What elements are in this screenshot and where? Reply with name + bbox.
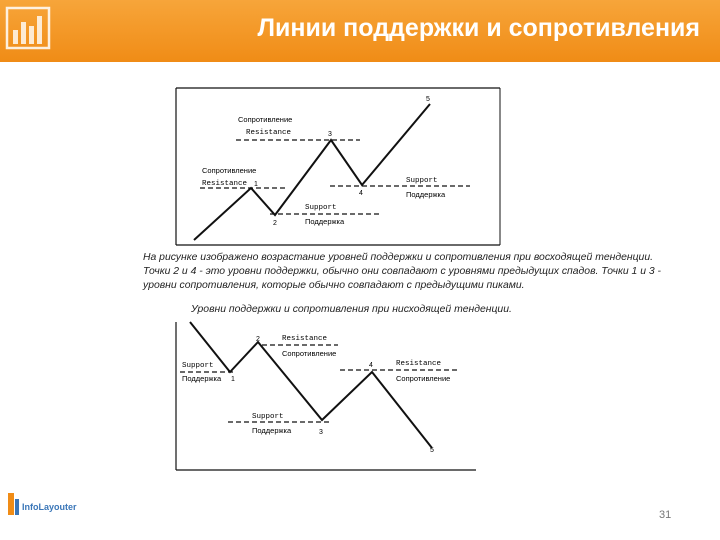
point-b4: 4: [369, 362, 373, 369]
point-5: 5: [426, 96, 430, 103]
label-resistance-en-right: Resistance: [396, 360, 442, 368]
label-support-ru-right: Поддержка: [406, 190, 446, 199]
point-3: 3: [328, 131, 332, 138]
slide-title: Линии поддержки и сопротивления: [257, 14, 700, 42]
label-resistance-ru-upper: Сопротивление: [238, 115, 293, 124]
point-b5: 5: [430, 447, 434, 454]
label-support-ru-left: Поддержка: [182, 374, 222, 383]
label-support-ru-low-bottom: Поддержка: [252, 426, 292, 435]
label-resistance-ru-lower: Сопротивление: [202, 166, 257, 175]
label-resistance-ru-left: Сопротивление: [282, 349, 337, 358]
point-1: 1: [254, 181, 258, 188]
label-support-en-low: Support: [305, 204, 337, 212]
label-resistance-en-upper: Resistance: [246, 129, 292, 137]
logo-bar-icon: [8, 493, 14, 515]
point-4: 4: [359, 190, 363, 197]
label-resistance-en-left: Resistance: [282, 335, 328, 343]
caption-uptrend: На рисунке изображено возрастание уровней поддержки и сопротивления при восходящей тенденции. Точки 2 и 4 - это уровни поддержки, обычно они совпадают с уровнями предыдущих спадов. Точки 1 и 3 - уровни сопротивления, которые обычно совпадают с предыдущими пиками.: [143, 252, 661, 291]
brand-name: InfoLayouter: [22, 502, 77, 512]
label-support-ru-low: Поддержка: [305, 217, 345, 226]
point-b2: 2: [256, 336, 260, 343]
label-resistance-ru-right: Сопротивление: [396, 374, 451, 383]
point-b1: 1: [231, 376, 235, 383]
label-support-en-low-bottom: Support: [252, 413, 284, 421]
caption-downtrend: Уровни поддержки и сопротивления при нисходящей тенденции.: [191, 304, 512, 315]
label-support-en-right: Support: [406, 177, 438, 185]
brand-logo: [6, 491, 94, 517]
point-2: 2: [273, 220, 277, 227]
point-b3: 3: [319, 429, 323, 436]
label-support-en-left: Support: [182, 362, 214, 370]
page-number: 31: [659, 509, 672, 521]
label-resistance-en-lower: Resistance: [202, 180, 248, 188]
